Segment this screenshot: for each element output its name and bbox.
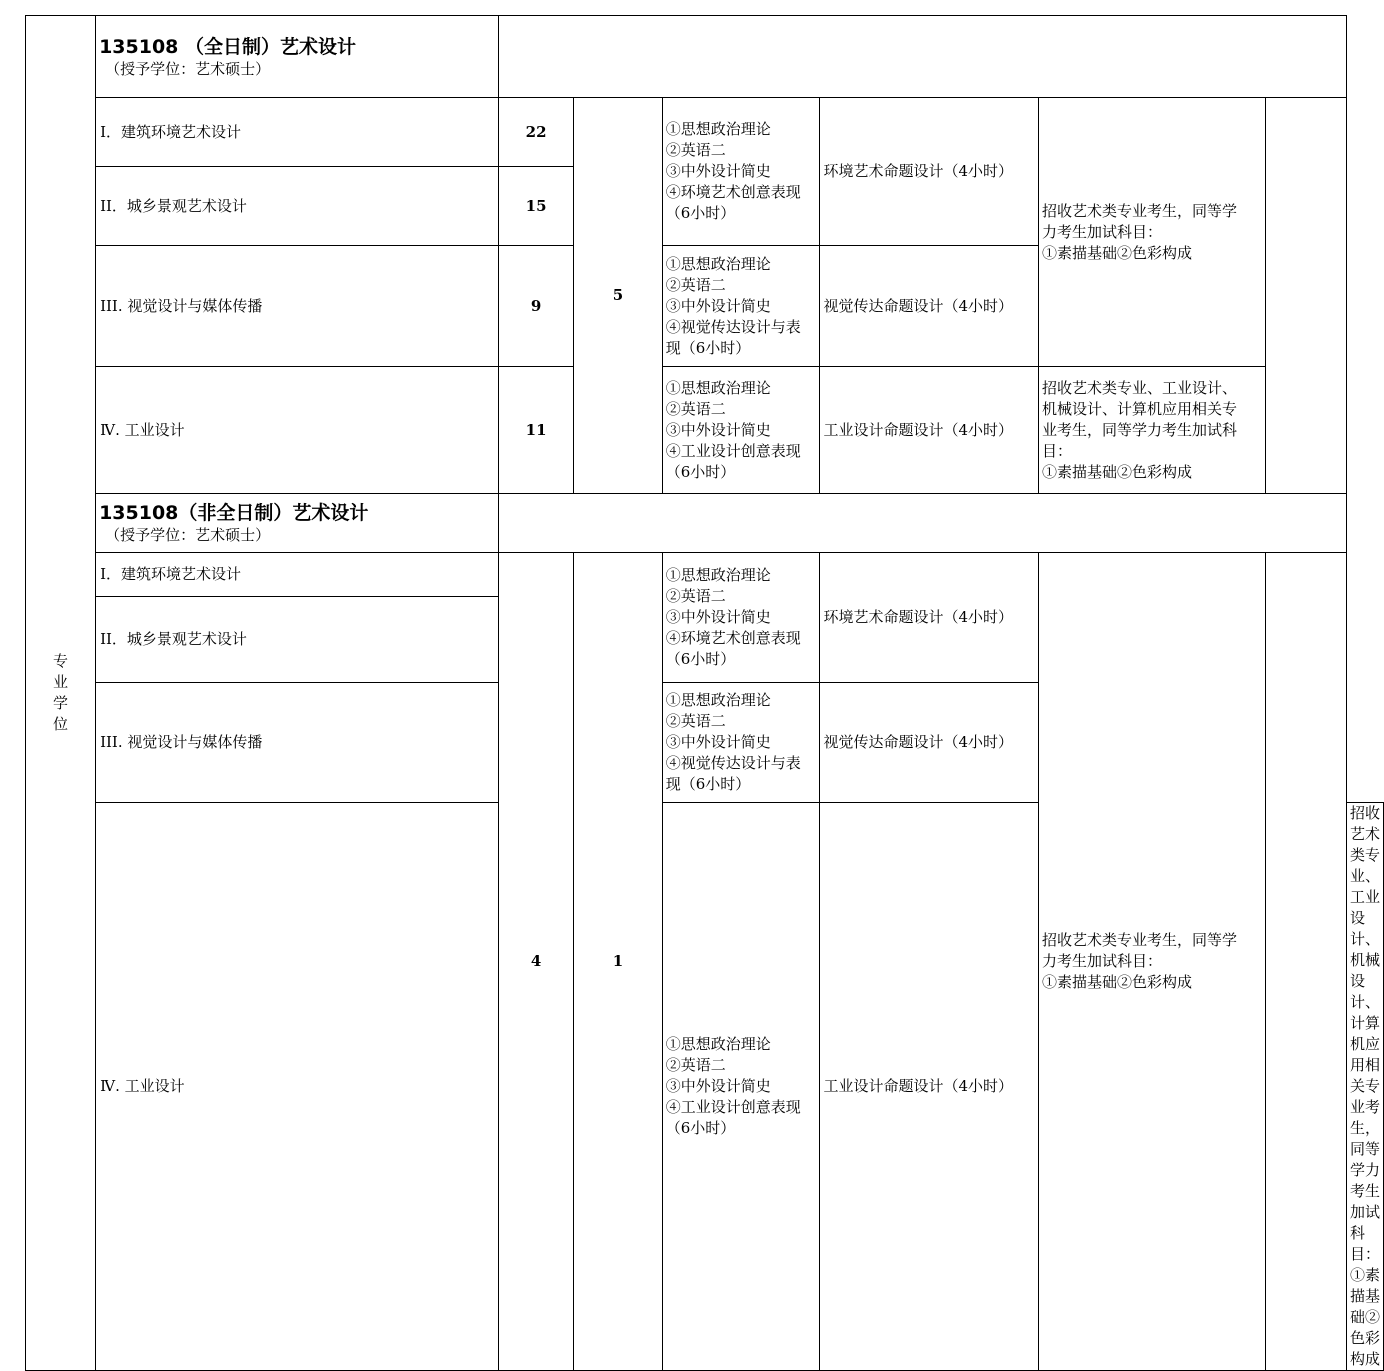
exempt-cell: 1 <box>574 553 663 1371</box>
exam-subjects: ①思想政治理论 ②英语二 ③中外设计简史 ④视觉传达设计与表 现（6小时） <box>662 683 820 803</box>
program-title: 135108 （全日制）艺术设计 <box>99 35 357 58</box>
notes-cell: 招收艺术类专业考生，同等学 力考生加试科目： ①素描基础②色彩构成 <box>1038 553 1265 1371</box>
retest-cell: 视觉传达命题设计（4小时） <box>820 683 1039 803</box>
quota-cell: 4 <box>499 553 574 1371</box>
program-header-parttime <box>96 494 499 553</box>
retest-cell: 工业设计命题设计（4小时） <box>820 803 1039 1371</box>
exam-subjects: ①思想政治理论 ②英语二 ③中外设计简史 ④工业设计创意表现 （6小时） <box>662 367 820 494</box>
notes-cell: 招收艺术类专业、工业设计、 机械设计、计算机应用相关专 业考生，同等学力考生加试科 目： ①素描基础②色彩构成 <box>1038 367 1265 494</box>
retest-cell: 环境艺术命题设计（4小时） <box>820 98 1039 246</box>
program-header-fulltime <box>96 16 499 98</box>
direction-name: II．城乡景观艺术设计 <box>96 167 499 246</box>
retest-cell: 视觉传达命题设计（4小时） <box>820 246 1039 367</box>
retest-cell: 工业设计命题设计（4小时） <box>820 367 1039 494</box>
side-label: 专 业 学 位 <box>26 16 96 1371</box>
notes-cell: 招收艺术类专业、工业设计、 机械设计、计算机应用相关专 业考生，同等学力考生加试科 目： ①素描基础②色彩构成 <box>1346 803 1383 1371</box>
quota-cell: 11 <box>499 367 574 494</box>
direction-name: III. 视觉设计与媒体传播 <box>96 683 499 803</box>
quota-cell: 15 <box>499 167 574 246</box>
quota-cell: 22 <box>499 98 574 167</box>
exam-subjects: ①思想政治理论 ②英语二 ③中外设计简史 ④环境艺术创意表现 （6小时） <box>662 553 820 683</box>
exam-subjects: ①思想政治理论 ②英语二 ③中外设计简史 ④工业设计创意表现 （6小时） <box>662 803 820 1371</box>
remark-cell <box>1266 98 1347 494</box>
program-title: 135108（非全日制）艺术设计 <box>99 502 369 524</box>
remark-cell <box>1266 553 1347 1371</box>
exam-subjects: ①思想政治理论 ②英语二 ③中外设计简史 ④视觉传达设计与表 现（6小时） <box>662 246 820 367</box>
exempt-cell: 5 <box>574 98 663 494</box>
program-degree: （授予学位：艺术硕士） <box>105 59 271 78</box>
program-degree: （授予学位：艺术硕士） <box>105 526 271 544</box>
header-blank <box>499 494 1347 553</box>
direction-name: Ⅰ．建筑环境艺术设计 <box>96 553 499 597</box>
direction-name: II．城乡景观艺术设计 <box>96 597 499 683</box>
admissions-table <box>25 15 1384 1371</box>
direction-name: Ⅰ．建筑环境艺术设计 <box>96 98 499 167</box>
direction-name: III. 视觉设计与媒体传播 <box>96 246 499 367</box>
direction-name: Ⅳ. 工业设计 <box>96 803 499 1371</box>
quota-cell: 9 <box>499 246 574 367</box>
direction-name: Ⅳ. 工业设计 <box>96 367 499 494</box>
header-blank <box>499 16 1347 98</box>
retest-cell: 环境艺术命题设计（4小时） <box>820 553 1039 683</box>
notes-cell: 招收艺术类专业考生，同等学 力考生加试科目： ①素描基础②色彩构成 <box>1038 98 1265 367</box>
exam-subjects: ①思想政治理论 ②英语二 ③中外设计简史 ④环境艺术创意表现 （6小时） <box>662 98 820 246</box>
